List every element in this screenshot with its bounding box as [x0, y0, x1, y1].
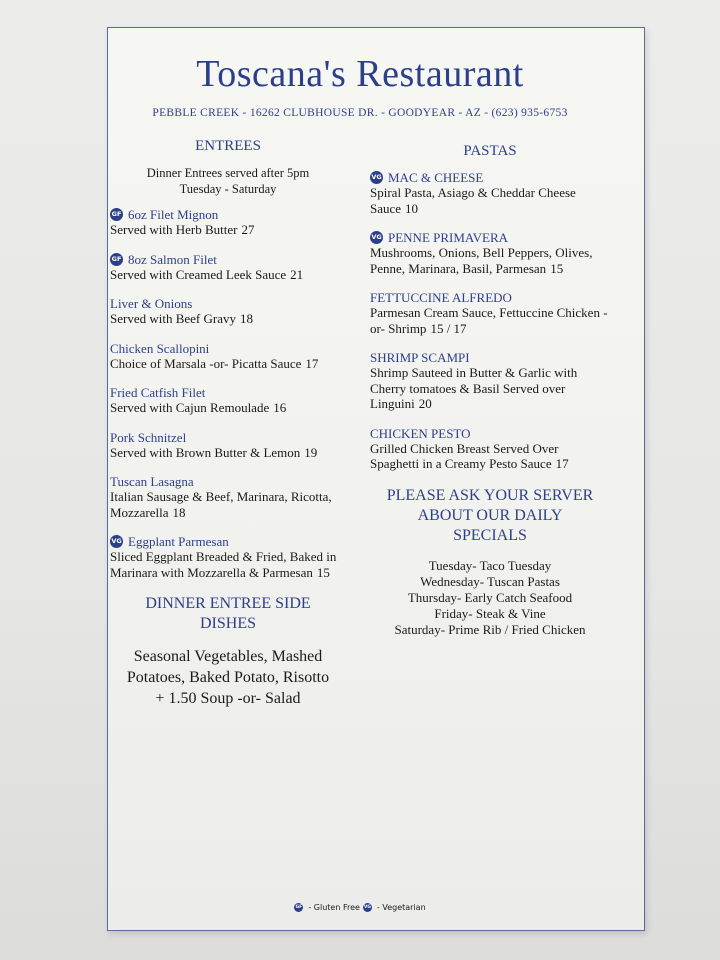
specials-heading [370, 486, 610, 546]
item-name: SHRIMP SCAMPI [370, 350, 470, 365]
dietary-legend [0, 903, 720, 912]
sides-heading-line2: DISHES [199, 615, 256, 632]
item-name: 6oz Filet Mignon [128, 207, 219, 222]
special-day: Wednesday- Tuscan Pastas [420, 573, 560, 589]
item-name: Tuscan Lasagna [110, 474, 194, 489]
item-name: FETTUCCINE ALFREDO [370, 290, 512, 305]
item-price: 15 / 17 [430, 320, 467, 336]
item-desc: Shrimp Sauteed in Butter & Garlic with Cherry tomatoes & Basil Served over Linguini [370, 365, 578, 411]
specials-list [370, 558, 610, 638]
sides-text-line3: + 1.50 Soup -or- Salad [155, 690, 301, 707]
special-day: Thursday- Early Catch Seafood [407, 589, 573, 605]
item-price: 27 [241, 222, 255, 237]
item-name: MAC & CHEESE [388, 170, 484, 185]
restaurant-address: PEBBLE CREEK - 16262 CLUBHOUSE DR. - GOODYEAR - AZ - (623) 935-6753 [152, 107, 568, 119]
specials-heading-line3: SPECIALS [453, 526, 527, 544]
entrees-heading: ENTREES [195, 138, 261, 154]
item-price: 20 [418, 396, 432, 411]
specials-heading-line1: PLEASE ASK YOUR SERVER [386, 486, 594, 504]
sides-text-line2: Potatoes, Baked Potato, Risotto [126, 669, 330, 686]
item-price: 17 [555, 456, 569, 471]
specials-heading-line2: ABOUT OUR DAILY [417, 506, 563, 524]
item-price: 18 [240, 311, 253, 326]
item-price: 10 [405, 200, 419, 216]
menu-item [110, 534, 346, 580]
menu-item [370, 350, 610, 412]
item-price: 15 [316, 564, 330, 580]
item-name: Eggplant Parmesan [128, 534, 229, 549]
item-name: Liver & Onions [110, 296, 193, 311]
item-desc: Served with Cajun Remoulade [110, 400, 270, 415]
item-price: 16 [273, 400, 287, 415]
vegetarian-icon: VG [370, 231, 383, 244]
item-name: PENNE PRIMAVERA [388, 230, 509, 245]
menu-item [110, 430, 346, 461]
entrees-note-line2: Tuesday - Saturday [179, 182, 277, 196]
menu-item [370, 426, 610, 472]
menu-item [110, 296, 346, 327]
menu-item [110, 385, 346, 416]
item-price: 21 [290, 266, 304, 282]
item-desc: Served with Creamed Leek Sauce [110, 266, 287, 282]
item-price: 17 [305, 355, 319, 371]
gluten-free-icon: GF [110, 253, 123, 266]
item-desc: Choice of Marsala -or- Picatta Sauce [110, 355, 302, 371]
menu-item [110, 341, 346, 372]
menu-item [370, 230, 610, 276]
item-desc: Served with Beef Gravy [110, 311, 236, 326]
menu-item [370, 290, 610, 336]
restaurant-title: Toscana's Restaurant [196, 53, 524, 95]
item-price: 19 [304, 444, 318, 460]
gluten-free-icon: GF [295, 905, 303, 910]
item-desc: Italian Sausage & Beef, Marinara, Ricotta, Mozzarella [110, 489, 332, 520]
special-day: Friday- Steak & Vine [434, 605, 546, 621]
item-name: CHICKEN PESTO [370, 425, 471, 441]
entrees-note-line1: Dinner Entrees served after 5pm [146, 166, 310, 180]
item-desc: Mushrooms, Onions, Bell Peppers, Olives, Penne, Marinara, Basil, Parmesan [370, 245, 593, 276]
entrees-column [110, 138, 346, 709]
sides-text [110, 646, 346, 709]
menu-item [110, 474, 346, 520]
item-desc: Spiral Pasta, Asiago & Cheddar Cheese Sauce [370, 185, 576, 216]
item-name: Fried Catfish Filet [110, 385, 206, 400]
special-day: Saturday- Prime Rib / Fried Chicken [394, 621, 586, 637]
menu-item [370, 170, 610, 216]
sides-heading [110, 594, 346, 634]
item-desc: Served with Brown Butter & Lemon [110, 444, 301, 460]
sides-text-line1: Seasonal Vegetables, Mashed [133, 648, 323, 665]
pastas-heading: PASTAS [463, 143, 517, 159]
item-desc: Grilled Chicken Breast Served Over Spaghetti in a Creamy Pesto Sauce [370, 440, 559, 471]
menu-item [110, 252, 346, 283]
item-name: 8oz Salmon Filet [128, 251, 217, 267]
special-day: Tuesday- Taco Tuesday [428, 557, 552, 573]
menu-item [110, 207, 346, 238]
item-name: Chicken Scallopini [110, 340, 210, 356]
gluten-free-icon: GF [110, 208, 123, 221]
legend-gf-label: - Gluten Free [308, 903, 360, 912]
item-desc: Sliced Eggplant Breaded & Fried, Baked in Marinara with Mozzarella & Parmesan [110, 549, 337, 580]
item-price: 18 [172, 504, 186, 520]
item-price: 15 [550, 260, 564, 276]
vegetarian-icon: VG [363, 905, 372, 910]
sides-heading-line1: DINNER ENTREE SIDE [145, 595, 311, 612]
vegetarian-icon: VG [370, 171, 383, 184]
item-desc: Served with Herb Butter [110, 222, 238, 237]
vegetarian-icon: VG [110, 535, 123, 548]
legend-vg-label: - Vegetarian [376, 903, 426, 912]
entrees-note [110, 165, 346, 197]
pastas-column [370, 143, 610, 638]
item-name: Pork Schnitzel [110, 429, 187, 445]
item-desc: Parmesan Cream Sauce, Fettuccine Chicken -or- Shrimp [370, 305, 608, 336]
